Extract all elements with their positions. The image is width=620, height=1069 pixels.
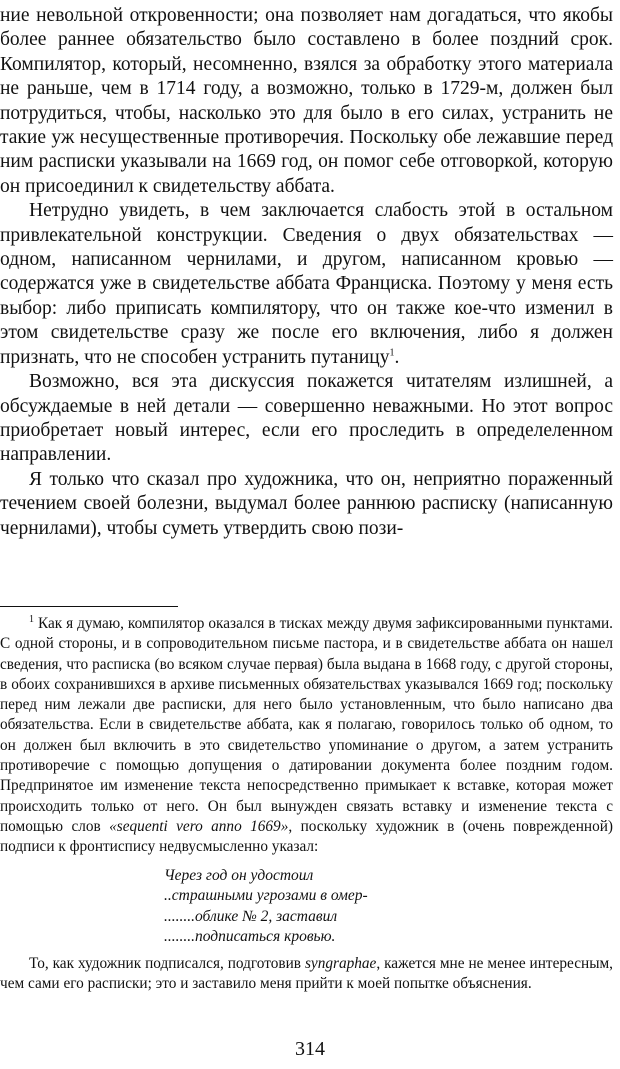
- latin-phrase: «sequenti vero anno 1669»: [109, 817, 289, 835]
- quote-line: ........облике № 2, заставил: [164, 907, 338, 925]
- page-number: 314: [295, 1038, 325, 1060]
- footnote-reference[interactable]: 1: [389, 347, 395, 359]
- paragraph: Я только что сказал про художника, что он, неприятно пораженный течением своей болезни, выдумал более раннюю расписку (написанную чернилами), чтобы суметь утвердить свою пози-: [0, 468, 613, 539]
- footnote-text: Как я думаю, компилятор оказался в тисках между двумя зафиксированными пунктами. С одной стороны, и в сопроводительном письме пастора, и в свидетельстве аббата он нашел сведения, что расписка (во всяком случае первая) была выдана в 1668 году, с другой стороны, в обоих сохранившихся в архиве письменных обязательствах указывался 1669 год; поскольку перед ним лежали две расписки, для него было установленным, что было написано два обязательства. Если в свидетельстве аббата, как я полагаю, говорилось только об одном, то он должен был включить в это свидетельство упоминание о другом, а затем устранить противоречие с помощью допущения о датировании документа более поздним годом. Предпринятое им изменение текста непосредственно примыкает к вставке, которая может происходить только от него. Он был вынужден связать вставку и изменение текста с помощью слов: [0, 615, 614, 835]
- footnote-text-continued: , поскольку художник в (очень поврежденной) подписи к фронтиспису недвусмысленно указал:: [0, 817, 614, 856]
- paragraph: Нетрудно увидеть, в чем заключается слабость этой в остальном привлекательной конструкции. Сведения о двух обязательствах — одном, написанном чернилами, и другом, написанном кровью — содержатся уже в свидетельстве аббата Франциска. Поэтому у меня есть выбор: либо приписать компилятору, что он также кое-что изменил в этом свидетельстве сразу же после его включения, либо я должен признать, что не способен устранить путаницу$^1$.: [0, 200, 613, 368]
- footnote-marker: 1: [29, 613, 34, 625]
- paragraph-text: Нетрудно увидеть, в чем заключается слабость этой в остальном привлекательной конструкции. Сведения о двух обязательствах — одном, написанном чернилами, и другом, написанном кровью — содержатся уже в свидетельстве аббата Франциска. Поэтому у меня есть выбор: либо приписать компилятору, что он также кое-что изменил в этом свидетельстве сразу же после его включения, либо я должен признать, что не способен устранить путаницу: [0, 200, 613, 368]
- latin-word: syngraphae: [304, 954, 377, 972]
- main-text: [0, 4, 613, 541]
- quote-line: Через год он удостоил: [164, 866, 314, 884]
- quote-line: ..страшными угрозами в омер-: [164, 887, 368, 905]
- closing-text: То, как художник подписался, подготовив: [29, 954, 305, 972]
- footnote-divider: [0, 606, 178, 607]
- footnote-paragraph: [0, 614, 613, 858]
- footnote: [0, 614, 613, 994]
- paragraph: ние невольной откровенности; она позволяет нам догадаться, что якобы более раннее обязательство было составлено в более поздний срок. Компилятор, который, несомненно, взялся за обработку этого материала не раньше, чем в 1714 году, а возможно, только в 1729-м, должен был потрудиться, чтобы, насколько это для было в его силах, устранить не такие уж несущественные противоречия. Поскольку обе лежавшие перед ним расписки указывали на 1669 год, он помог себе отговоркой, которую он присоединил к свидетельству аббата.: [0, 5, 613, 197]
- paragraph: Возможно, вся эта дискуссия покажется читателям излишней, а обсуждаемые в ней детали — совершенно неважными. Но этот вопрос приобретает новый интерес, если его проследить в определеленном направлении.: [0, 371, 613, 466]
- footnote-closing: [0, 954, 613, 995]
- closing-text-continued: , кажется мне не менее интересным, чем сами его расписки; это и заставило меня прийти к моей попытке объяснения.: [0, 954, 613, 992]
- signature-quote: [0, 866, 613, 948]
- quote-line: ........подписаться кровью.: [164, 928, 336, 946]
